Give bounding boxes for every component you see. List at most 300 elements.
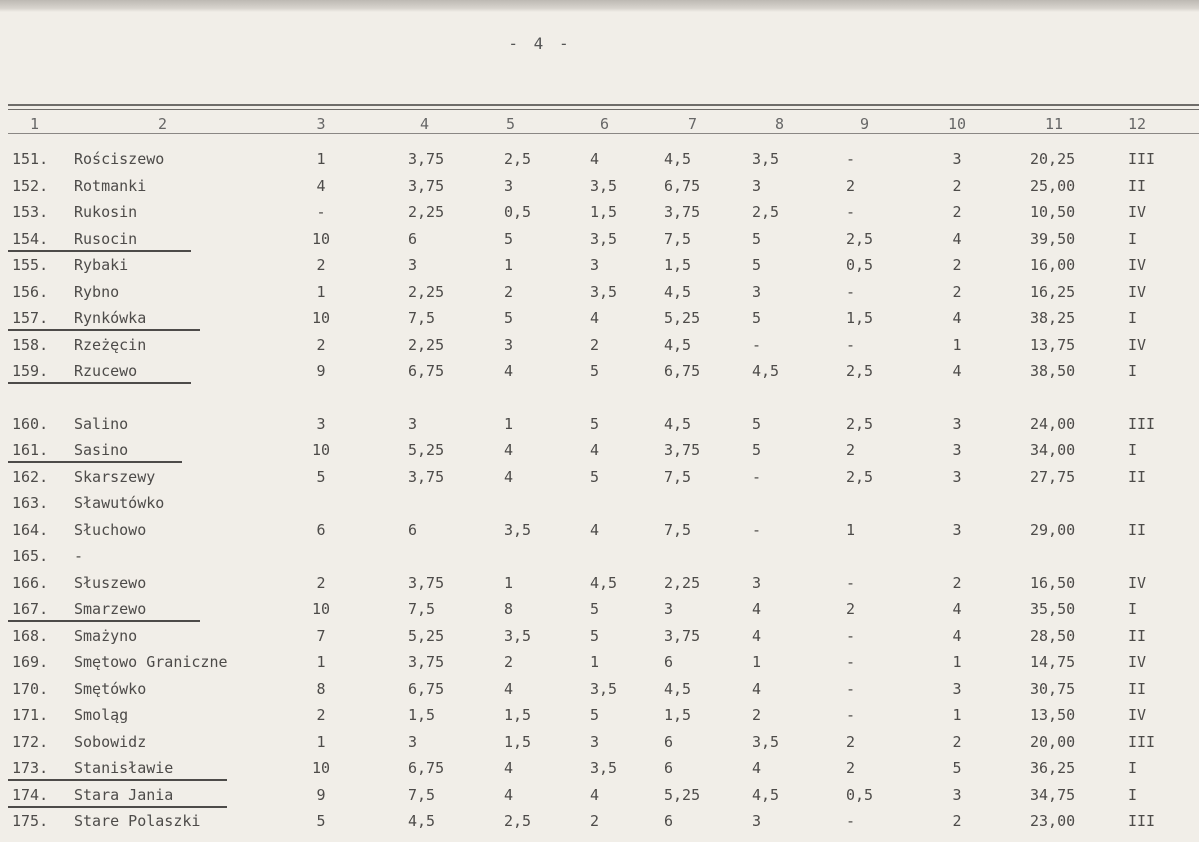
cell-col-12: I [1128, 600, 1138, 618]
cell-col-9: 2 [846, 733, 856, 751]
table-row [0, 574, 1199, 600]
cell-col-10: 4 [952, 627, 962, 645]
cell-col-5: 5 [504, 230, 514, 248]
cell-col-6: 4 [590, 309, 600, 327]
cell-col-9: 0,5 [846, 256, 874, 274]
cell-col-7: 5,25 [664, 309, 701, 327]
cell-col-10: 1 [952, 653, 962, 671]
cell-col-10: 2 [952, 256, 962, 274]
cell-col-10: 3 [952, 521, 962, 539]
cell-col-8: 4,5 [752, 362, 780, 380]
cell-col-9: - [846, 336, 856, 354]
cell-col-7: 6,75 [664, 177, 701, 195]
cell-col-7: 4,5 [664, 283, 692, 301]
cell-col-5: 0,5 [504, 203, 532, 221]
cell-col-5: 2,5 [504, 812, 532, 830]
header-col-3: 3 [316, 115, 326, 133]
cell-col-10: 2 [952, 203, 962, 221]
cell-col-12: IV [1128, 256, 1147, 274]
cell-col-8: 4 [752, 627, 762, 645]
cell-col-12: IV [1128, 203, 1147, 221]
cell-col-6: 1,5 [590, 203, 618, 221]
row-number: 159. [12, 362, 49, 380]
locality-name: Smoląg [74, 706, 129, 724]
cell-col-3: 10 [311, 230, 331, 248]
locality-name: Stare Polaszki [74, 812, 201, 830]
cell-col-3: 2 [316, 706, 326, 724]
locality-name: Smażyno [74, 627, 138, 645]
cell-col-9: 2,5 [846, 230, 874, 248]
cell-col-8: 4 [752, 759, 762, 777]
cell-col-9: - [846, 706, 856, 724]
cell-col-6: 5 [590, 627, 600, 645]
cell-col-5: 3 [504, 177, 514, 195]
cell-col-4: 6 [408, 521, 418, 539]
cell-col-9: 2,5 [846, 415, 874, 433]
cell-col-3: 2 [316, 574, 326, 592]
cell-col-12: IV [1128, 653, 1147, 671]
cell-col-5: 4 [504, 468, 514, 486]
cell-col-3: 10 [311, 759, 331, 777]
row-number: 167. [12, 600, 49, 618]
row-number: 155. [12, 256, 49, 274]
table-row [0, 759, 1199, 785]
cell-col-9: 2 [846, 441, 856, 459]
locality-name: Słuszewo [74, 574, 147, 592]
header-col-12: 12 [1128, 115, 1147, 133]
cell-col-8: 2 [752, 706, 762, 724]
cell-col-12: III [1128, 415, 1156, 433]
cell-col-8: - [752, 336, 762, 354]
cell-col-8: 5 [752, 415, 762, 433]
cell-col-11: 30,75 [1030, 680, 1076, 698]
category-i-underline [8, 461, 182, 463]
cell-col-6: 5 [590, 468, 600, 486]
cell-col-9: - [846, 812, 856, 830]
cell-col-8: - [752, 521, 762, 539]
cell-col-10: 4 [952, 230, 962, 248]
cell-col-8: 4 [752, 600, 762, 618]
table-row [0, 336, 1199, 362]
cell-col-3: 4 [316, 177, 326, 195]
cell-col-7: 2,25 [664, 574, 701, 592]
cell-col-5: 4 [504, 441, 514, 459]
cell-col-10: 3 [952, 786, 962, 804]
category-i-underline [8, 329, 200, 331]
cell-col-11: 28,50 [1030, 627, 1076, 645]
table-row [0, 653, 1199, 679]
header-col-5: 5 [506, 115, 516, 133]
cell-col-5: 1,5 [504, 733, 532, 751]
cell-col-12: IV [1128, 574, 1147, 592]
cell-col-6: 1 [590, 653, 600, 671]
header-col-1: 1 [30, 115, 40, 133]
cell-col-5: 2 [504, 653, 514, 671]
locality-name: Rynkówka [74, 309, 147, 327]
cell-col-7: 3,75 [664, 627, 701, 645]
row-number: 173. [12, 759, 49, 777]
cell-col-9: 2,5 [846, 468, 874, 486]
cell-col-8: 3,5 [752, 150, 780, 168]
cell-col-7: 4,5 [664, 336, 692, 354]
page-number: - 4 - [508, 34, 572, 53]
header-col-6: 6 [600, 115, 610, 133]
cell-col-11: 23,00 [1030, 812, 1076, 830]
header-col-2: 2 [158, 115, 168, 133]
cell-col-5: 1,5 [504, 706, 532, 724]
cell-col-6: 5 [590, 706, 600, 724]
cell-col-11: 38,50 [1030, 362, 1076, 380]
cell-col-11: 27,75 [1030, 468, 1076, 486]
cell-col-8: 5 [752, 230, 762, 248]
cell-col-5: 4 [504, 759, 514, 777]
cell-col-11: 20,25 [1030, 150, 1076, 168]
locality-name: Smarzewo [74, 600, 147, 618]
cell-col-11: 13,75 [1030, 336, 1076, 354]
cell-col-4: 3 [408, 415, 418, 433]
cell-col-11: 34,00 [1030, 441, 1076, 459]
locality-name: Sobowidz [74, 733, 147, 751]
cell-col-9: 2 [846, 600, 856, 618]
cell-col-3: 10 [311, 441, 331, 459]
cell-col-11: 35,50 [1030, 600, 1076, 618]
cell-col-8: 2,5 [752, 203, 780, 221]
row-number: 163. [12, 494, 49, 512]
cell-col-3: 8 [316, 680, 326, 698]
row-number: 164. [12, 521, 49, 539]
cell-col-3: 1 [316, 150, 326, 168]
locality-name: Słuchowo [74, 521, 147, 539]
cell-col-9: - [846, 680, 856, 698]
table-row [0, 627, 1199, 653]
cell-col-5: 3,5 [504, 521, 532, 539]
cell-col-3: 1 [316, 733, 326, 751]
cell-col-3: 5 [316, 812, 326, 830]
cell-col-6: 3,5 [590, 230, 618, 248]
cell-col-11: 38,25 [1030, 309, 1076, 327]
cell-col-3: 1 [316, 283, 326, 301]
cell-col-5: 8 [504, 600, 514, 618]
cell-col-5: 1 [504, 256, 514, 274]
header-col-8: 8 [775, 115, 785, 133]
locality-name: Rukosin [74, 203, 138, 221]
cell-col-4: 2,25 [408, 336, 445, 354]
row-number: 172. [12, 733, 49, 751]
cell-col-3: 2 [316, 336, 326, 354]
locality-name: Skarszewy [74, 468, 156, 486]
header-col-11: 11 [1045, 115, 1064, 133]
cell-col-7: 6 [664, 759, 674, 777]
row-number: 171. [12, 706, 49, 724]
cell-col-5: 3 [504, 336, 514, 354]
row-number: 151. [12, 150, 49, 168]
cell-col-9: - [846, 653, 856, 671]
cell-col-9: 2 [846, 177, 856, 195]
cell-col-3: 7 [316, 627, 326, 645]
cell-col-8: 5 [752, 309, 762, 327]
cell-col-12: I [1128, 309, 1138, 327]
cell-col-12: IV [1128, 283, 1147, 301]
cell-col-6: 3 [590, 256, 600, 274]
cell-col-4: 4,5 [408, 812, 436, 830]
cell-col-10: 3 [952, 468, 962, 486]
cell-col-12: IV [1128, 706, 1147, 724]
cell-col-11: 20,00 [1030, 733, 1076, 751]
cell-col-10: 3 [952, 415, 962, 433]
cell-col-9: - [846, 203, 856, 221]
cell-col-11: 14,75 [1030, 653, 1076, 671]
row-number: 166. [12, 574, 49, 592]
cell-col-5: 1 [504, 574, 514, 592]
locality-name: - [74, 547, 84, 565]
cell-col-9: 1,5 [846, 309, 874, 327]
cell-col-12: II [1128, 627, 1147, 645]
table-row [0, 600, 1199, 626]
cell-col-12: II [1128, 177, 1147, 195]
header-col-7: 7 [688, 115, 698, 133]
cell-col-4: 3,75 [408, 468, 445, 486]
cell-col-9: - [846, 283, 856, 301]
cell-col-6: 4 [590, 521, 600, 539]
table-row [0, 415, 1199, 441]
cell-col-4: 3,75 [408, 653, 445, 671]
cell-col-9: - [846, 627, 856, 645]
cell-col-6: 4 [590, 441, 600, 459]
row-number: 158. [12, 336, 49, 354]
cell-col-4: 3 [408, 256, 418, 274]
cell-col-7: 3,75 [664, 441, 701, 459]
cell-col-5: 3,5 [504, 627, 532, 645]
cell-col-12: IV [1128, 336, 1147, 354]
cell-col-6: 3,5 [590, 759, 618, 777]
header-col-10: 10 [947, 115, 967, 133]
header-col-9: 9 [860, 115, 870, 133]
cell-col-4: 3,75 [408, 574, 445, 592]
cell-col-7: 7,5 [664, 230, 692, 248]
cell-col-7: 1,5 [664, 706, 692, 724]
cell-col-6: 3,5 [590, 680, 618, 698]
cell-col-12: II [1128, 468, 1147, 486]
cell-col-6: 2 [590, 812, 600, 830]
category-i-underline [8, 779, 227, 781]
cell-col-10: 1 [952, 706, 962, 724]
cell-col-4: 3 [408, 733, 418, 751]
cell-col-4: 7,5 [408, 309, 436, 327]
cell-col-10: 4 [952, 600, 962, 618]
cell-col-10: 4 [952, 309, 962, 327]
cell-col-8: 4,5 [752, 786, 780, 804]
locality-name: Sasino [74, 441, 129, 459]
cell-col-6: 4,5 [590, 574, 618, 592]
cell-col-8: 3 [752, 283, 762, 301]
cell-col-6: 5 [590, 362, 600, 380]
cell-col-5: 5 [504, 309, 514, 327]
cell-col-7: 6,75 [664, 362, 701, 380]
table-row [0, 812, 1199, 838]
table-row [0, 680, 1199, 706]
cell-col-8: - [752, 468, 762, 486]
row-number: 175. [12, 812, 49, 830]
row-number: 174. [12, 786, 49, 804]
table-row [0, 177, 1199, 203]
table-row [0, 362, 1199, 388]
cell-col-11: 16,50 [1030, 574, 1076, 592]
table-row [0, 706, 1199, 732]
cell-col-12: III [1128, 733, 1156, 751]
cell-col-9: 2 [846, 759, 856, 777]
cell-col-11: 25,00 [1030, 177, 1076, 195]
cell-col-10: 2 [952, 283, 962, 301]
cell-col-8: 3 [752, 177, 762, 195]
cell-col-11: 10,50 [1030, 203, 1076, 221]
cell-col-9: 2,5 [846, 362, 874, 380]
scan-top-edge [0, 0, 1199, 12]
cell-col-9: 0,5 [846, 786, 874, 804]
table-row [0, 150, 1199, 176]
cell-col-4: 7,5 [408, 600, 436, 618]
cell-col-8: 3 [752, 812, 762, 830]
table-row [0, 494, 1199, 520]
cell-col-3: 5 [316, 468, 326, 486]
row-number: 169. [12, 653, 49, 671]
cell-col-8: 1 [752, 653, 762, 671]
cell-col-12: III [1128, 812, 1156, 830]
locality-name: Stara Jania [74, 786, 174, 804]
cell-col-7: 7,5 [664, 468, 692, 486]
header-col-4: 4 [420, 115, 430, 133]
cell-col-10: 4 [952, 362, 962, 380]
table-row [0, 309, 1199, 335]
row-number: 161. [12, 441, 49, 459]
cell-col-8: 5 [752, 256, 762, 274]
category-i-underline [8, 382, 191, 384]
cell-col-7: 3,75 [664, 203, 701, 221]
cell-col-5: 2,5 [504, 150, 532, 168]
cell-col-9: - [846, 574, 856, 592]
cell-col-11: 36,25 [1030, 759, 1076, 777]
cell-col-3: 2 [316, 256, 326, 274]
cell-col-3: 6 [316, 521, 326, 539]
cell-col-6: 3 [590, 733, 600, 751]
cell-col-6: 3,5 [590, 283, 618, 301]
cell-col-11: 39,50 [1030, 230, 1076, 248]
table-row [0, 786, 1199, 812]
cell-col-12: III [1128, 150, 1156, 168]
table-row [0, 256, 1199, 282]
cell-col-3: 3 [316, 415, 326, 433]
locality-name: Rusocin [74, 230, 138, 248]
cell-col-4: 6,75 [408, 362, 445, 380]
cell-col-8: 3,5 [752, 733, 780, 751]
cell-col-12: II [1128, 680, 1147, 698]
cell-col-6: 5 [590, 600, 600, 618]
cell-col-7: 7,5 [664, 521, 692, 539]
row-number: 165. [12, 547, 49, 565]
cell-col-6: 5 [590, 415, 600, 433]
cell-col-7: 4,5 [664, 415, 692, 433]
cell-col-4: 1,5 [408, 706, 436, 724]
cell-col-4: 3,75 [408, 177, 445, 195]
cell-col-8: 3 [752, 574, 762, 592]
row-number: 168. [12, 627, 49, 645]
cell-col-11: 16,00 [1030, 256, 1076, 274]
row-number: 157. [12, 309, 49, 327]
cell-col-11: 29,00 [1030, 521, 1076, 539]
cell-col-7: 6 [664, 653, 674, 671]
row-number: 160. [12, 415, 49, 433]
cell-col-10: 2 [952, 812, 962, 830]
cell-col-6: 3,5 [590, 177, 618, 195]
table-header-row [0, 115, 1199, 141]
cell-col-3: - [316, 203, 326, 221]
cell-col-11: 16,25 [1030, 283, 1076, 301]
cell-col-3: 10 [311, 309, 331, 327]
table-top-rule-thin [8, 109, 1199, 110]
cell-col-3: 9 [316, 362, 326, 380]
cell-col-4: 6,75 [408, 759, 445, 777]
cell-col-5: 1 [504, 415, 514, 433]
row-number: 152. [12, 177, 49, 195]
row-number: 170. [12, 680, 49, 698]
cell-col-12: I [1128, 362, 1138, 380]
cell-col-10: 2 [952, 574, 962, 592]
cell-col-8: 5 [752, 441, 762, 459]
cell-col-7: 6 [664, 812, 674, 830]
cell-col-10: 2 [952, 177, 962, 195]
table-row [0, 230, 1199, 256]
cell-col-5: 2 [504, 283, 514, 301]
category-i-underline [8, 250, 191, 252]
cell-col-4: 7,5 [408, 786, 436, 804]
cell-col-10: 5 [952, 759, 962, 777]
category-i-underline [8, 806, 227, 808]
cell-col-12: I [1128, 441, 1138, 459]
row-number: 162. [12, 468, 49, 486]
cell-col-12: II [1128, 521, 1147, 539]
cell-col-4: 3,75 [408, 150, 445, 168]
cell-col-7: 4,5 [664, 150, 692, 168]
row-number: 153. [12, 203, 49, 221]
table-row [0, 468, 1199, 494]
locality-name: Stanisławie [74, 759, 174, 777]
locality-name: Rotmanki [74, 177, 147, 195]
cell-col-7: 5,25 [664, 786, 701, 804]
cell-col-7: 6 [664, 733, 674, 751]
table-row [0, 547, 1199, 573]
table-row [0, 521, 1199, 547]
locality-name: Smętowo Graniczne [74, 653, 228, 671]
locality-name: Salino [74, 415, 129, 433]
locality-name: Rybno [74, 283, 120, 301]
cell-col-10: 1 [952, 336, 962, 354]
cell-col-10: 3 [952, 441, 962, 459]
cell-col-12: I [1128, 786, 1138, 804]
cell-col-10: 3 [952, 150, 962, 168]
cell-col-7: 4,5 [664, 680, 692, 698]
cell-col-3: 10 [311, 600, 331, 618]
cell-col-5: 4 [504, 786, 514, 804]
cell-col-4: 2,25 [408, 283, 445, 301]
cell-col-12: I [1128, 759, 1138, 777]
cell-col-4: 6 [408, 230, 418, 248]
cell-col-11: 13,50 [1030, 706, 1076, 724]
cell-col-7: 1,5 [664, 256, 692, 274]
cell-col-4: 6,75 [408, 680, 445, 698]
cell-col-11: 34,75 [1030, 786, 1076, 804]
cell-col-10: 3 [952, 680, 962, 698]
row-number: 156. [12, 283, 49, 301]
locality-name: Rościszewo [74, 150, 165, 168]
